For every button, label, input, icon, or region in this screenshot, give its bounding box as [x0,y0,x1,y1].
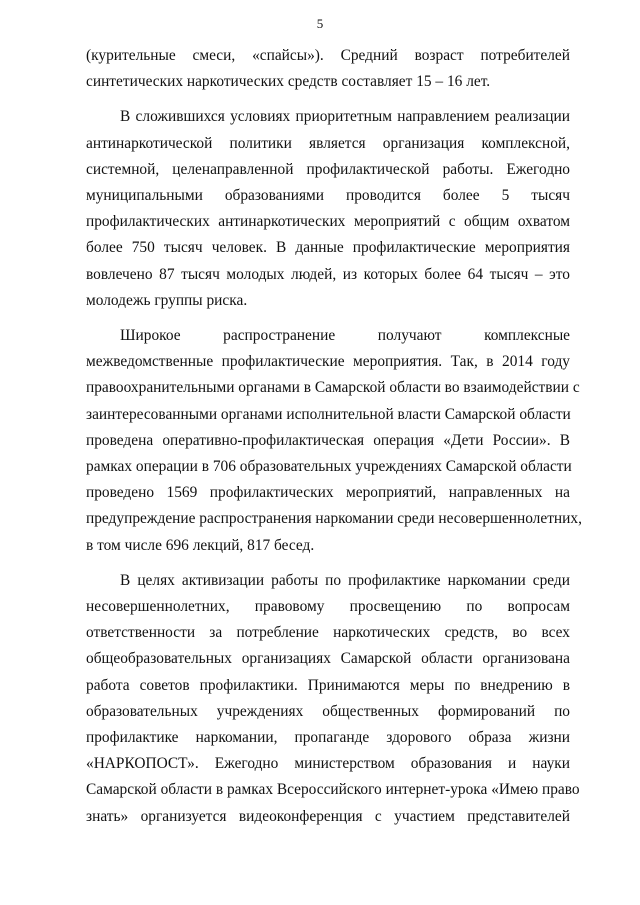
text-line: антинаркотической политики является организация комплексной, [86,134,570,152]
text-line: знать» организуется видеоконференция с участием представителей [86,807,570,825]
text-line: общеобразовательных организациях Самарской области организована [86,650,570,668]
text-line: Самарской области в рамках Всероссийского интернет-урока «Имею право [86,781,580,799]
paragraph [86,104,570,314]
text-line: рамках операции в 706 образовательных учреждениях Самарской области [86,458,572,476]
text-line: профилактических антинаркотических мероприятий с общим охватом [86,213,570,231]
text-line: В целях активизации работы по профилактике наркомании среди [120,571,570,589]
paragraph [86,43,570,95]
text-line: молодежь группы риска. [86,291,248,309]
text-line: предупреждение распространения наркомании среди несовершеннолетних, [86,510,582,528]
text-line: заинтересованными органами исполнительной власти Самарской области [86,405,571,423]
page-number: 5 [316,16,324,31]
text-line: проведена оперативно-профилактическая операция «Дети России». В [86,431,570,449]
paragraph [86,568,580,830]
text-line: «НАРКОПОСТ». Ежегодно министерством образования и науки [86,755,570,773]
text-line: образовательных учреждениях общественных формирований по [86,702,570,720]
text-line: профилактике наркомании, пропаганде здорового образа жизни [86,729,570,747]
text-line: работа советов профилактики. Принимаются меры по внедрению в [86,676,570,694]
text-line: правоохранительными органами в Самарской области во взаимодействии с [86,379,580,397]
text-line: ответственности за потребление наркотических средств, во всех [86,624,570,642]
text-line: В сложившихся условиях приоритетным направлением реализации [120,108,570,126]
text-line: вовлечено 87 тысяч молодых людей, из которых более 64 тысяч – это [86,265,570,283]
text-line: (курительные смеси, «спайсы»). Средний возраст потребителей [86,47,570,64]
text-line: муниципальными образованиями проводится более 5 тысяч [86,187,570,205]
text-line: системной, целенаправленной профилактической работы. Ежегодно [86,160,570,178]
text-line: проведено 1569 профилактических мероприятий, направленных на [86,484,570,502]
text-line: несовершеннолетних, правовому просвещению по вопросам [86,598,570,616]
text-line: в том числе 696 лекций, 817 бесед. [86,536,315,554]
document-body [86,43,582,839]
text-line: более 750 тысяч человек. В данные профилактические мероприятия [86,239,570,257]
text-line: синтетических наркотических средств составляет 15 – 16 лет. [86,73,491,91]
text-line: Широкое распространение получают комплексные [120,327,570,345]
text-line: межведомственные профилактические мероприятия. Так, в 2014 году [86,353,570,371]
paragraph [86,323,582,559]
